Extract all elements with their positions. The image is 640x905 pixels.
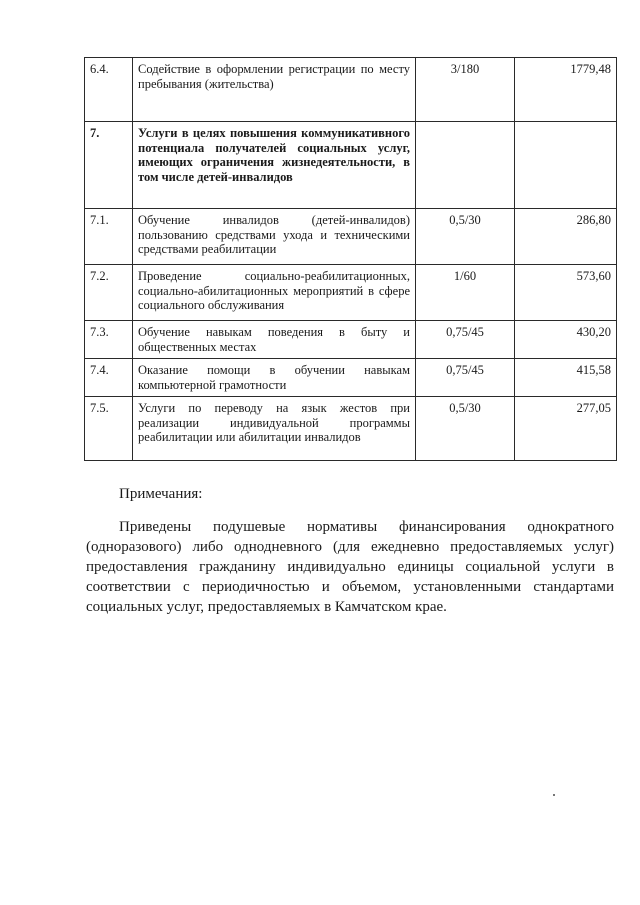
service-norm: 0,75/45 xyxy=(416,321,515,359)
table-row xyxy=(85,359,617,397)
service-price: 1779,48 xyxy=(515,58,617,122)
scan-speck xyxy=(553,794,555,796)
service-norm: 0,75/45 xyxy=(416,359,515,397)
service-name: Проведение социально-реабилитационных, социально-абилитационных мероприятий в сфере социального обслуживания xyxy=(133,265,416,321)
table-row xyxy=(85,209,617,265)
service-norm: 0,5/30 xyxy=(416,209,515,265)
service-norm: 1/60 xyxy=(416,265,515,321)
service-name: Услуги по переводу на язык жестов при реализации индивидуальной программы реабилитации или абилитации инвалидов xyxy=(133,397,416,461)
services-table-body xyxy=(85,58,617,461)
service-norm: 3/180 xyxy=(416,58,515,122)
service-norm: 0,5/30 xyxy=(416,397,515,461)
service-name: Услуги в целях повышения коммуникативного потенциала получателей социальных услуг, имеющих ограничения жизнедеятельности, в том числе детей-инвалидов xyxy=(133,122,416,209)
notes-text: Приведены подушевые нормативы финансирования однократного (одноразового) либо однодневного (для ежедневно предоставляемых услуг) предоставления гражданину индивидуально единицы социальной услуги в соответствии с периодичностью и объемом, установленными стандартами социальных услуг, предоставляемых в Камчатском крае. xyxy=(86,519,614,615)
table-row xyxy=(85,58,617,122)
service-price: 573,60 xyxy=(515,265,617,321)
service-price: 415,58 xyxy=(515,359,617,397)
service-name: Оказание помощи в обучении навыкам компьютерной грамотности xyxy=(133,359,416,397)
service-name: Содействие в оформлении регистрации по месту пребывания (жительства) xyxy=(133,58,416,122)
service-price: 430,20 xyxy=(515,321,617,359)
table-row xyxy=(85,397,617,461)
service-price xyxy=(515,122,617,209)
row-number: 7. xyxy=(85,122,133,209)
row-number: 6.4. xyxy=(85,58,133,122)
row-number: 7.2. xyxy=(85,265,133,321)
services-table xyxy=(84,57,617,461)
service-name: Обучение инвалидов (детей-инвалидов) пользованию средствами ухода и техническими средствами реабилитации xyxy=(133,209,416,265)
service-price: 277,05 xyxy=(515,397,617,461)
service-norm xyxy=(416,122,515,209)
row-number: 7.1. xyxy=(85,209,133,265)
service-name: Обучение навыкам поведения в быту и общественных местах xyxy=(133,321,416,359)
service-price: 286,80 xyxy=(515,209,617,265)
table-row xyxy=(85,321,617,359)
row-number: 7.4. xyxy=(85,359,133,397)
row-number: 7.5. xyxy=(85,397,133,461)
notes-title: Примечания: xyxy=(119,486,203,502)
row-number: 7.3. xyxy=(85,321,133,359)
table-row xyxy=(85,122,617,209)
table-row xyxy=(85,265,617,321)
